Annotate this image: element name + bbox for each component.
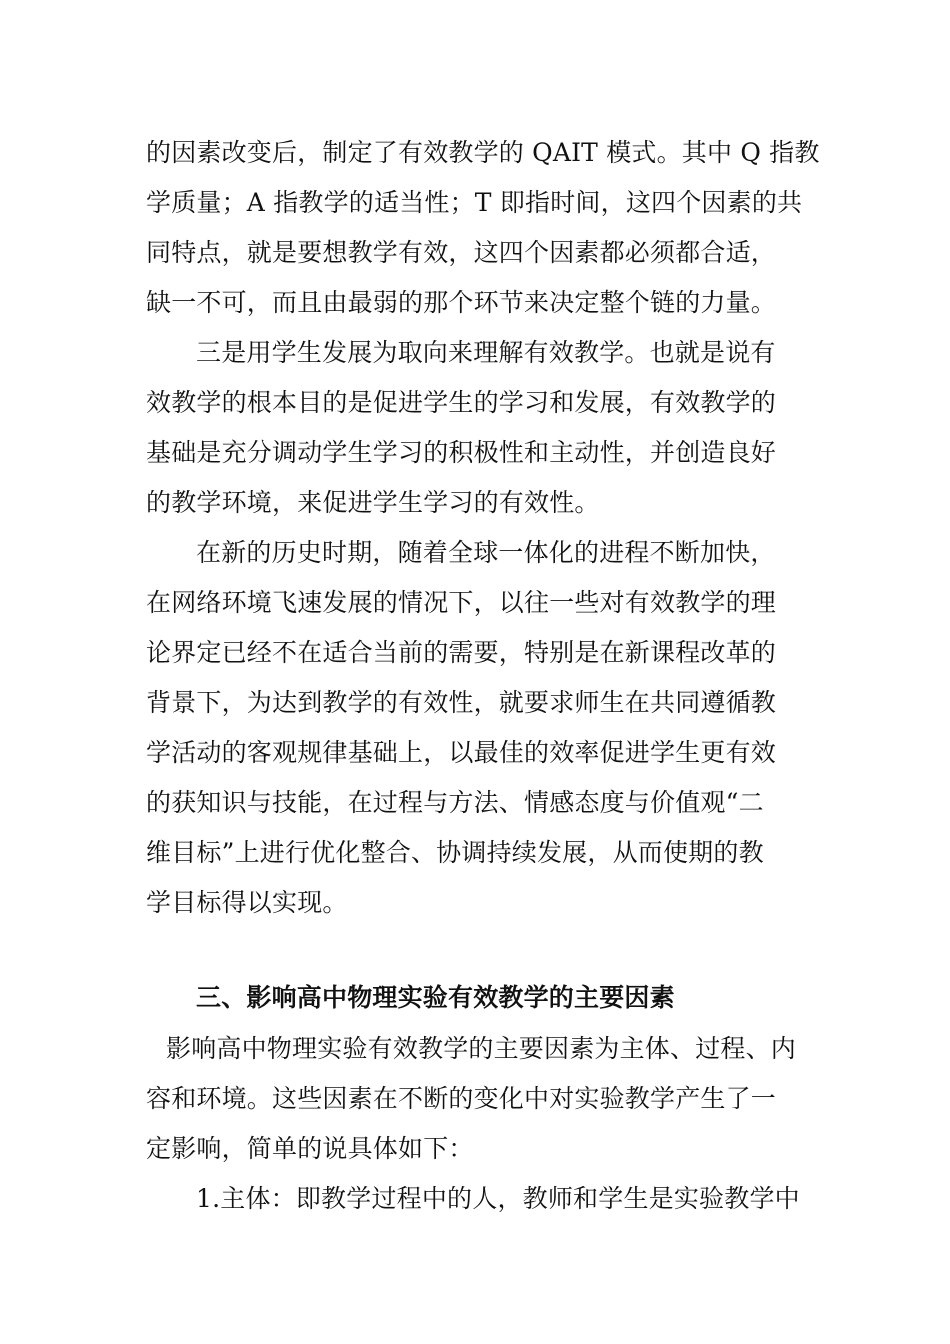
paragraph-line: 背景下，为达到教学的有效性，就要求师生在共同遵循教 [146,688,777,717]
paragraph-line: 的获知识与技能，在过程与方法、情感态度与价值观“二 [146,788,764,817]
paragraph-line: 1.主体：即教学过程中的人，教师和学生是实验教学中 [196,1184,800,1213]
paragraph-line: 学目标得以实现。 [146,888,348,917]
paragraph-line: 学活动的客观规律基础上，以最佳的效率促进学生更有效 [146,738,777,767]
paragraph-line: 容和环境。这些因素在不断的变化中对实验教学产生了一 [146,1084,777,1113]
paragraph-line: 同特点，就是要想教学有效，这四个因素都必须都合适， [146,238,777,267]
paragraph-line: 基础是充分调动学生学习的积极性和主动性，并创造良好 [146,438,777,467]
paragraph-line: 维目标”上进行优化整合、协调持续发展，从而使期的教 [146,838,764,867]
paragraph-line: 的因素改变后，制定了有效教学的 QAIT 模式。其中 Q 指教 [146,138,820,167]
paragraph-line: 的教学环境，来促进学生学习的有效性。 [146,488,600,517]
paragraph-line: 缺一不可，而且由最弱的那个环节来决定整个链的力量。 [146,288,777,317]
paragraph-line: 定影响，简单的说具体如下： [146,1134,474,1163]
paragraph-line: 效教学的根本目的是促进学生的学习和发展，有效教学的 [146,388,777,417]
paragraph-line: 论界定已经不在适合当前的需要，特别是在新课程改革的 [146,638,777,667]
paragraph-line: 在新的历史时期，随着全球一体化的进程不断加快， [196,538,776,567]
paragraph-line: 影响高中物理实验有效教学的主要因素为主体、过程、内 [166,1034,797,1063]
paragraph-line: 在网络环境飞速发展的情况下，以往一些对有效教学的理 [146,588,777,617]
paragraph-line: 三是用学生发展为取向来理解有效教学。也就是说有 [196,338,776,367]
section-heading: 三、影响高中物理实验有效教学的主要因素 [196,983,675,1012]
paragraph-line: 学质量；A 指教学的适当性；T 即指时间，这四个因素的共 [146,188,803,217]
